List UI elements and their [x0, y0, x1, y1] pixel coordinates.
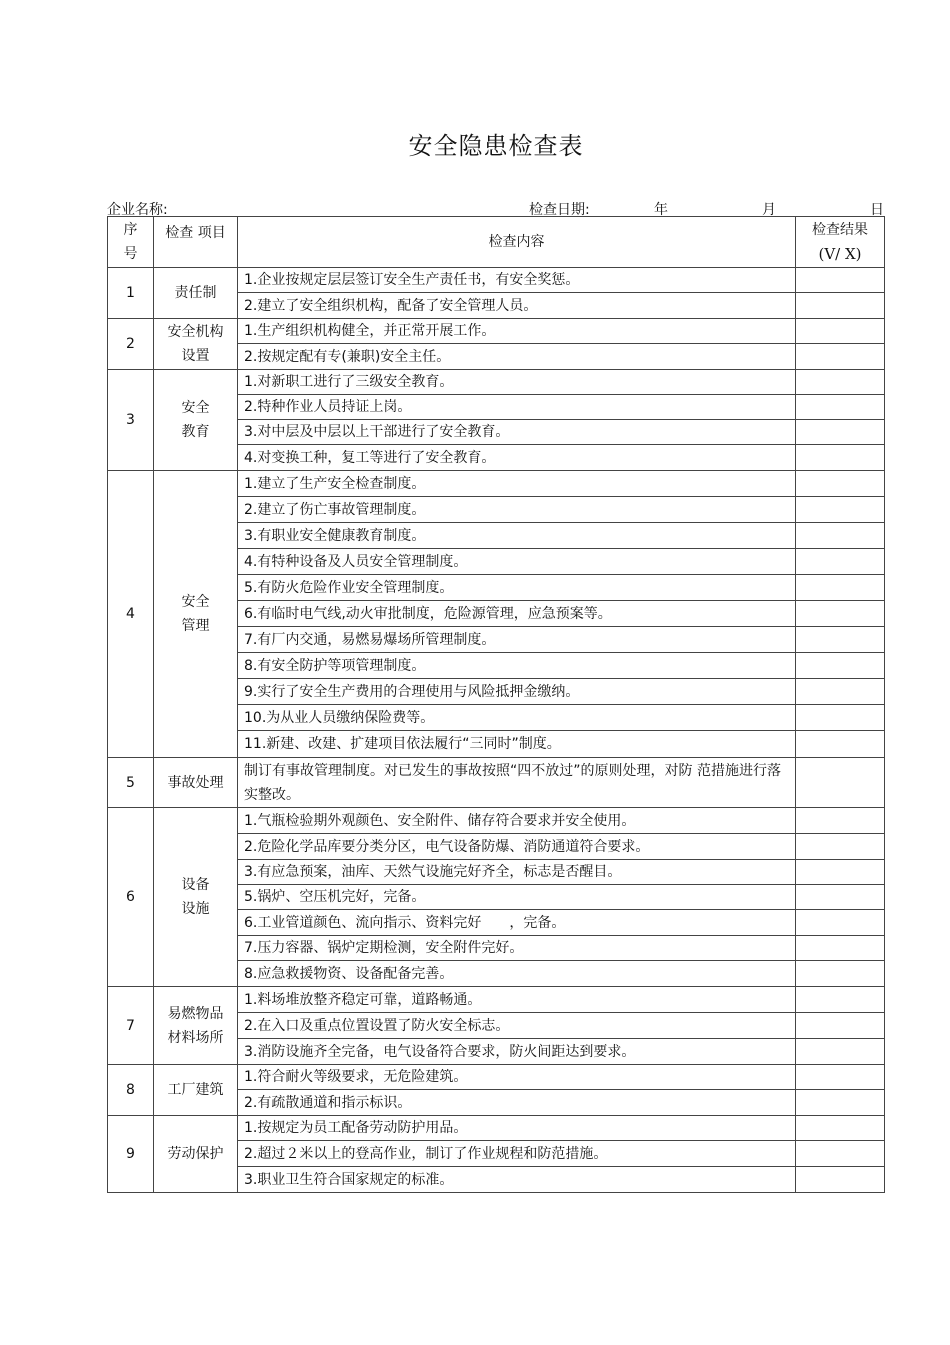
check-item: 7.压力容器、锅炉定期检测，安全附件完好。: [238, 936, 796, 961]
check-item: 1.气瓶检验期外观颜色、安全附件、储存符合要求并安全使用。: [238, 808, 796, 834]
section-category: [154, 268, 238, 319]
section-category: [154, 987, 238, 1065]
result-cell[interactable]: [796, 1090, 885, 1116]
check-item: 10.为从业人员缴纳保险费等。: [238, 705, 796, 731]
result-cell[interactable]: [796, 705, 885, 731]
check-item: 3.职业卫生符合国家规定的标准。: [238, 1167, 796, 1193]
table-row: [108, 808, 885, 834]
check-item: 2.危险化学品库要分类分区，电气设备防爆、消防通道符合要求。: [238, 834, 796, 860]
table-row: [108, 370, 885, 395]
result-cell[interactable]: [796, 679, 885, 705]
result-cell[interactable]: [796, 936, 885, 961]
section-number: 9: [108, 1116, 154, 1193]
check-item: 5.锅炉、空压机完好，完备。: [238, 885, 796, 910]
check-item: 1.企业按规定层层签订安全生产责任书，有安全奖惩。: [238, 268, 796, 293]
category-line: 管理: [181, 618, 210, 634]
result-cell[interactable]: [796, 653, 885, 679]
check-item: 1.按规定为员工配备劳动防护用品。: [238, 1116, 796, 1141]
category-line: 材料场所: [167, 1029, 224, 1046]
check-item: 3.有应急预案，油库、天然气设施完好齐全，标志是否醒目。: [238, 860, 796, 885]
check-item: 8.应急救援物资、设备配备完善。: [238, 961, 796, 987]
result-cell[interactable]: [796, 1141, 885, 1167]
category-line: 责任制: [174, 285, 217, 301]
section-category: [154, 1065, 238, 1116]
check-item: 1.符合耐火等级要求，无危险建筑。: [238, 1065, 796, 1090]
table-row: [108, 319, 885, 344]
category-line: 安全机构: [167, 324, 224, 340]
check-item: 3.有职业安全健康教育制度。: [238, 523, 796, 549]
header-num-line2: 号: [123, 246, 138, 262]
date-day-label: 日: [870, 202, 884, 218]
check-item: 2.有疏散通道和指示标识。: [238, 1090, 796, 1116]
section-number: 2: [108, 319, 154, 370]
result-cell[interactable]: [796, 395, 885, 420]
header-content: 检查内容: [238, 217, 796, 268]
check-item: 1.生产组织机构健全，并正常开展工作。: [238, 319, 796, 344]
result-cell[interactable]: [796, 344, 885, 370]
date-month-label: 月: [762, 202, 776, 218]
result-cell[interactable]: [796, 758, 885, 808]
result-cell[interactable]: [796, 549, 885, 575]
result-cell[interactable]: [796, 523, 885, 549]
header-result-line2: (V/ X): [818, 245, 862, 263]
table-body: [108, 268, 885, 1193]
category-line: 易燃物品: [167, 1005, 224, 1022]
inspection-table: [107, 216, 885, 1193]
check-item: 8.有安全防护等项管理制度。: [238, 653, 796, 679]
check-item: 1.料场堆放整齐稳定可靠，道路畅通。: [238, 987, 796, 1013]
category-line: 安全: [181, 594, 210, 610]
check-item: 11.新建、改建、扩建项目依法履行“三同时”制度。: [238, 731, 796, 758]
company-name-label: 企业名称:: [107, 202, 168, 218]
category-line: 设置: [181, 348, 210, 364]
result-cell[interactable]: [796, 370, 885, 395]
result-cell[interactable]: [796, 420, 885, 445]
result-cell[interactable]: [796, 471, 885, 497]
section-number: 5: [108, 758, 154, 808]
table-row: [108, 1116, 885, 1141]
result-cell[interactable]: [796, 860, 885, 885]
section-category: [154, 808, 238, 987]
check-date-label: 检查日期:: [529, 202, 590, 218]
section-number: 4: [108, 471, 154, 758]
table-row: [108, 471, 885, 497]
result-cell[interactable]: [796, 575, 885, 601]
check-item: 3.对中层及中层以上干部进行了安全教育。: [238, 420, 796, 445]
header-result-line1: 检查结果: [812, 222, 868, 238]
category-line: 安全: [181, 400, 210, 416]
check-item: 5.有防火危险作业安全管理制度。: [238, 575, 796, 601]
check-item: 制订有事故管理制度。对已发生的事故按照“四不放过”的原则处理，对防 范措施进行落实整改。: [238, 758, 796, 808]
result-cell[interactable]: [796, 293, 885, 319]
section-number: 1: [108, 268, 154, 319]
result-cell[interactable]: [796, 910, 885, 936]
result-cell[interactable]: [796, 1116, 885, 1141]
result-cell[interactable]: [796, 731, 885, 758]
category-line: 教育: [181, 424, 210, 440]
result-cell[interactable]: [796, 1039, 885, 1065]
result-cell[interactable]: [796, 961, 885, 987]
category-line: 工厂建筑: [167, 1082, 224, 1098]
check-item: 6.有临时电气线,动火审批制度，危险源管理，应急预案等。: [238, 601, 796, 627]
section-category: [154, 370, 238, 471]
header-result: [796, 217, 885, 268]
result-cell[interactable]: [796, 987, 885, 1013]
check-item: 2.超过２米以上的登高作业，制订了作业规程和防范措施。: [238, 1141, 796, 1167]
check-item: 7.有厂内交通，易燃易爆场所管理制度。: [238, 627, 796, 653]
result-cell[interactable]: [796, 834, 885, 860]
check-item: 4.有特种设备及人员安全管理制度。: [238, 549, 796, 575]
check-item: 2.在入口及重点位置设置了防火安全标志。: [238, 1013, 796, 1039]
section-category: [154, 319, 238, 370]
table-row: [108, 987, 885, 1013]
check-item: 6.工业管道颜色、流向指示、资料完好 ，完备。: [238, 910, 796, 936]
section-category: [154, 1116, 238, 1193]
section-number: 6: [108, 808, 154, 987]
result-cell[interactable]: [796, 319, 885, 344]
result-cell[interactable]: [796, 1167, 885, 1193]
result-cell[interactable]: [796, 808, 885, 834]
result-cell[interactable]: [796, 627, 885, 653]
section-number: 3: [108, 370, 154, 471]
header-category: 检查 项目: [154, 217, 238, 268]
check-item: 4.对变换工种，复工等进行了安全教育。: [238, 445, 796, 471]
check-item: 9.实行了安全生产费用的合理使用与风险抵押金缴纳。: [238, 679, 796, 705]
result-cell[interactable]: [796, 885, 885, 910]
table-row: [108, 268, 885, 293]
section-category: [154, 471, 238, 758]
result-cell[interactable]: [796, 445, 885, 471]
check-item: 1.对新职工进行了三级安全教育。: [238, 370, 796, 395]
table-row: [108, 758, 885, 808]
result-cell[interactable]: [796, 268, 885, 293]
table-header-row: [108, 217, 885, 268]
check-item: 2.建立了安全组织机构，配备了安全管理人员。: [238, 293, 796, 319]
date-year-label: 年: [654, 202, 668, 218]
category-line: 劳动保护: [167, 1146, 224, 1162]
page-title: 安全隐患检查表: [408, 132, 584, 160]
result-cell[interactable]: [796, 1013, 885, 1039]
result-cell[interactable]: [796, 497, 885, 523]
check-item: 2.按规定配有专(兼职)安全主任。: [238, 344, 796, 370]
result-cell[interactable]: [796, 1065, 885, 1090]
check-item: 2.特种作业人员持证上岗。: [238, 395, 796, 420]
category-line: 设施: [181, 901, 210, 917]
header-num: [108, 217, 154, 268]
section-number: 7: [108, 987, 154, 1065]
section-category: [154, 758, 238, 808]
result-cell[interactable]: [796, 601, 885, 627]
check-item: 2.建立了伤亡事故管理制度。: [238, 497, 796, 523]
section-number: 8: [108, 1065, 154, 1116]
table-row: [108, 1065, 885, 1090]
category-line: 事故处理: [167, 774, 224, 791]
check-item: 3.消防设施齐全完备，电气设备符合要求，防火间距达到要求。: [238, 1039, 796, 1065]
header-num-line1: 序: [123, 222, 138, 238]
category-line: 设备: [181, 877, 210, 893]
check-item: 1.建立了生产安全检查制度。: [238, 471, 796, 497]
